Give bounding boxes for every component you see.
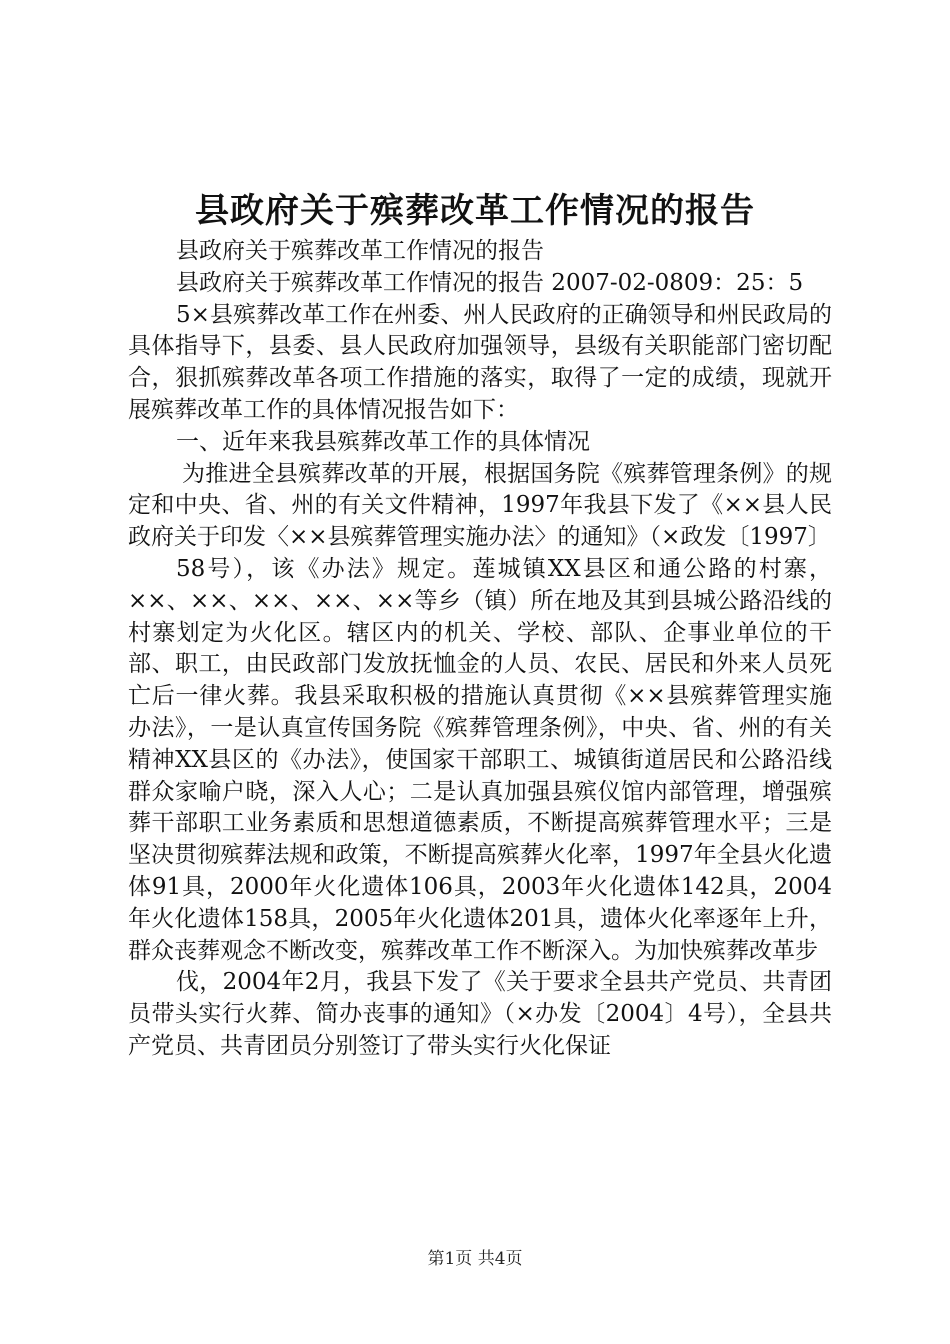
paragraph-body: 伐，2004年2月，我县下发了《关于要求全县共产党员、共青团员带头实行火葬、简办丧事的通知》（×办发〔2004〕4号），全县共产党员、共青团员分别签订了带头实行火化保证 xyxy=(128,969,832,1059)
paragraph-body: 为推进全县殡葬改革的开展，根据国务院《殡葬管理条例》的规定和中央、省、州的有关文件精神，1997年我县下发了《××县人民政府关于印发〈××县殡葬管理实施办法〉的通知》（×政发〔1997〕 xyxy=(128,460,832,551)
meta-line: 县政府关于殡葬改革工作情况的报告 2007-02-0809：25：5 xyxy=(176,269,804,296)
page-number-footer: 第1页 共4页 xyxy=(427,1249,523,1269)
document-title: 县政府关于殡葬改革工作情况的报告 xyxy=(195,191,755,231)
paragraph-intro: 5×县殡葬改革工作在州委、州人民政府的正确领导和州民政局的具体指导下，县委、县人民政府加强领导，县级有关职能部门密切配合，狠抓殡葬改革各项工作措施的落实，取得了一定的成绩，现就开展殡葬改革工作的具体情况报告如下： xyxy=(128,301,832,423)
document-subtitle: 县政府关于殡葬改革工作情况的报告 xyxy=(176,238,544,264)
document-body xyxy=(128,236,832,1063)
section-heading: 一、近年来我县殡葬改革工作的具体情况 xyxy=(176,428,590,455)
paragraph-body: 58号），该《办法》规定。莲城镇XX县区和通公路的村寨，××、××、××、××、××等乡（镇）所在地及其到县城公路沿线的村寨划定为火化区。辖区内的机关、学校、部队、企事业单位的干部、职工，由民政部门发放抚恤金的人员、农民、居民和外来人员死亡后一律火葬。我县采取积极的措施认真贯彻《××县殡葬管理实施办法》，一是认真宣传国务院《殡葬管理条例》，中央、省、州的有关精神XX县区的《办法》，使国家干部职工、城镇街道居民和公路沿线群众家喻户晓，深入人心；二是认真加强县殡仪馆内部管理，增强殡葬干部职工业务素质和思想道德素质，不断提高殡葬管理水平；三是坚决贯彻殡葬法规和政策，不断提高殡葬火化率，1997年全县火化遗体91具，2000年火化遗体106具，2003年火化遗体142具，2004年火化遗体158具，2005年火化遗体201具，遗体火化率逐年上升，群众丧葬观念不断改变，殡葬改革工作不断深入。为加快殡葬改革步 xyxy=(128,555,832,964)
